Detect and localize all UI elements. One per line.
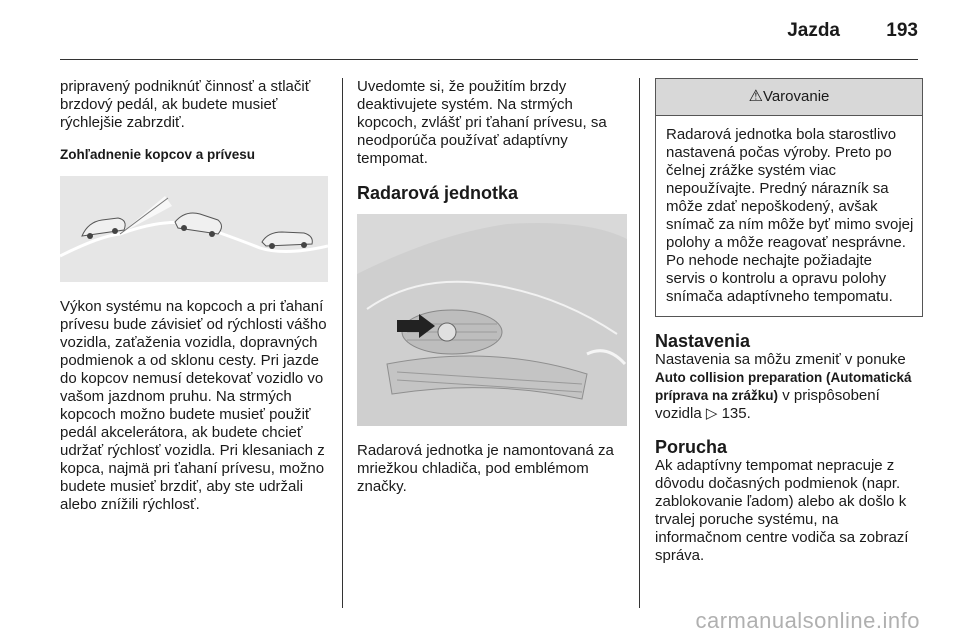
hills-illustration: [60, 176, 328, 282]
settings-text-a: Nastavenia sa môžu zmeniť v ponuke: [655, 351, 906, 368]
settings-text-b: v prispôsobení vozidla: [655, 387, 880, 422]
brake-paragraph: Uvedomte si, že použitím brzdy deaktivujete systém. Na strmých kopcoch, zvlášť pri ťahaní prívesu, sa neodporúča používať adaptívny tempomat.: [357, 78, 607, 167]
warning-header: [656, 79, 922, 116]
subheading-hills: Zohľadnenie kopcov a prívesu: [60, 147, 255, 162]
warning-box: [655, 78, 923, 317]
warning-text: Radarová jednotka bola starostlivo nastavená počas výroby. Preto po čelnej zrážke systém viac nepoužívajte. Predný nárazník sa môže zdať nepoškodený, avšak snímač za ním môže byť mimo svojej polohy a môže reagovať nesprávne. Po nehode nechajte požiadajte servis o kontrolu a opravu polohy snímača adaptívneho tempomatu.: [666, 126, 914, 305]
radar-caption: Radarová jednotka je namontovaná za mriežkou chladiča, pod emblémom značky.: [357, 442, 614, 495]
section-title: Jazda: [787, 20, 840, 41]
column-left: [60, 78, 328, 514]
settings-paragraph: [655, 351, 923, 423]
page-reference-arrow-icon: ▷: [705, 405, 718, 422]
page-header: [0, 0, 960, 60]
page-number: 193: [886, 20, 918, 41]
settings-heading: Nastavenia: [655, 331, 751, 351]
column-right: [655, 78, 923, 565]
warning-title: Varovanie: [762, 88, 830, 105]
settings-menu-path: Auto collision preparation (Automatická príprava na zrážku): [655, 370, 912, 403]
radar-unit-illustration: [357, 214, 627, 426]
radar-heading: Radarová jednotka: [357, 183, 519, 203]
hills-body: Výkon systému na kopcoch a pri ťahaní prívesu bude závisieť od rýchlosti vášho vozidla, zaťaženia vozidla, dopravných podmienok a od sklonu cesty. Pri jazde do kopcov nemusí detekovať vozidlo vo vašom jazdnom pruhu. Na strmých kopcoch možno budete musieť použiť pedál akcelerátora, ak budete chcieť udržať rýchlosť vozidla. Pri klesaniach z kopca, najmä pri ťahaní prívesu, možno budete musieť brzdiť, aby ste udržali alebo znížili rýchlosť.: [60, 298, 327, 513]
column-middle: [357, 78, 627, 496]
column-divider-1: [342, 78, 343, 608]
fault-heading: Porucha: [655, 437, 728, 457]
settings-page-ref: 135.: [721, 405, 751, 422]
header-rule: [60, 59, 918, 60]
intro-paragraph: pripravený podniknúť činnosť a stlačiť brzdový pedál, ak budete musieť rýchlejšie zabrzdiť.: [60, 78, 311, 131]
watermark: carmanualsonline.info: [695, 608, 920, 633]
warning-triangle-icon: ⚠: [748, 88, 763, 105]
fault-paragraph: Ak adaptívny tempomat nepracuje z dôvodu dočasných podmienok (napr. zablokovanie ľadom) alebo ak došlo k trvalej poruche systému, na informačnom centre vodiča sa zobrazí správa.: [655, 457, 909, 564]
column-divider-2: [639, 78, 640, 608]
